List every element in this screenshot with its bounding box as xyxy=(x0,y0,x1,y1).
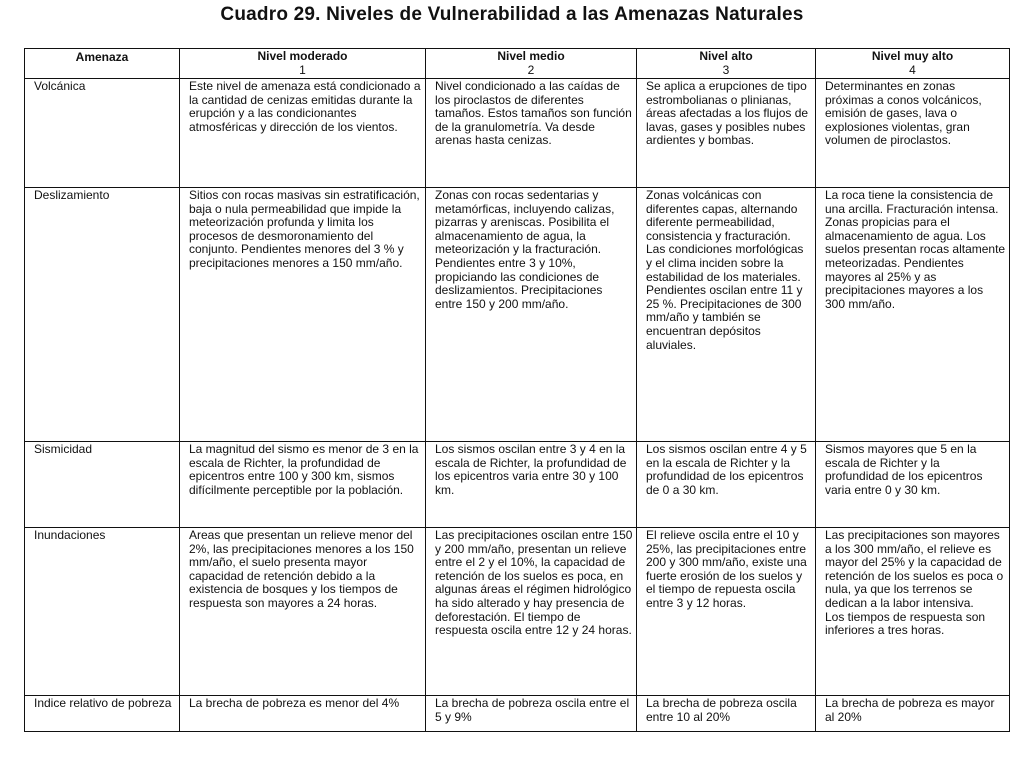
table-row-volcanica xyxy=(25,79,1010,188)
table-header-row xyxy=(25,49,1010,79)
header-label: Nivel alto xyxy=(699,49,753,63)
header-number: 3 xyxy=(722,62,730,77)
level-2-cell: La brecha de pobreza oscila entre el 5 y 9% xyxy=(426,696,637,732)
table-row-inundaciones xyxy=(25,528,1010,696)
header-nivel-alto xyxy=(637,49,816,79)
level-3-cell: La brecha de pobreza oscila entre 10 al 20% xyxy=(637,696,816,732)
level-2-cell: Nivel condicionado a las caídas de los piroclastos de diferentes tamaños. Estos tamaños son función de la granulometría. Va desde arenas hasta cenizas. xyxy=(426,79,637,188)
level-3-cell: Los sismos oscilan entre 4 y 5 en la escala de Richter y la profundidad de los epicentros de 0 a 30 km. xyxy=(637,442,816,528)
level-4-cell: Las precipitaciones son mayores a los 300 mm/año, el relieve es mayor del 25% y la capacidad de retención de los suelos es poca o nula, ya que los terrenos se dedican a la labor intensiva. Los tiempos de respuesta son inferiores a tres horas. xyxy=(816,528,1010,696)
header-amenaza xyxy=(25,49,180,79)
threat-cell: Inundaciones xyxy=(25,528,180,696)
header-label: Amenaza xyxy=(75,50,129,64)
level-4-cell: La roca tiene la consistencia de una arcilla. Fracturación intensa. Zonas propicias para el almacenamiento de agua. Los suelos presentan rocas altamente meteorizadas. Pendientes mayores al 25% y as precipitaciones mayores a los 300 mm/año. xyxy=(816,188,1010,442)
table-row-deslizamiento xyxy=(25,188,1010,442)
document-title: Cuadro 29. Niveles de Vulnerabilidad a las Amenazas Naturales xyxy=(220,4,804,25)
threat-cell: Indice relativo de pobreza xyxy=(25,696,180,732)
table-row-indice-pobreza xyxy=(25,696,1010,732)
level-1-cell: La magnitud del sismo es menor de 3 en la escala de Richter, la profundidad de epicentros entre 100 y 300 km, sismos difícilmente perceptible por la población. xyxy=(180,442,426,528)
header-label: Nivel muy alto xyxy=(871,49,954,63)
level-1-cell: La brecha de pobreza es menor del 4% xyxy=(180,696,426,732)
level-4-cell: Determinantes en zonas próximas a conos volcánicos, emisión de gases, lava o explosiones violentas, gran volumen de piroclastos. xyxy=(816,79,1010,188)
header-nivel-moderado xyxy=(180,49,426,79)
header-label: Nivel medio xyxy=(497,49,565,63)
vulnerability-table xyxy=(24,48,1010,732)
header-nivel-muy-alto xyxy=(816,49,1010,79)
threat-cell: Deslizamiento xyxy=(25,188,180,442)
threat-cell: Volcánica xyxy=(25,79,180,188)
level-2-cell: Los sismos oscilan entre 3 y 4 en la escala de Richter, la profundidad de los epicentros varia entre 30 y 100 km. xyxy=(426,442,637,528)
level-3-cell: Se aplica a erupciones de tipo estrombolianas o plinianas, áreas afectadas a los flujos de lavas, gases y posibles nubes ardientes y bombas. xyxy=(637,79,816,188)
header-nivel-medio xyxy=(426,49,637,79)
header-number: 4 xyxy=(909,62,916,77)
level-3-cell: El relieve oscila entre el 10 y 25%, las precipitaciones entre 200 y 300 mm/año, existe una fuerte erosión de los suelos y el tiempo de repuesta oscila entre 3 y 12 horas. xyxy=(637,528,816,696)
level-2-cell: Zonas con rocas sedentarias y metamórficas, incluyendo calizas, pizarras y areniscas. Posibilita el almacenamiento de agua, la meteorización y la fracturación. Pendientes entre 3 y 10%, propiciando las condiciones de deslizamientos. Precipitaciones entre 150 y 200 mm/año. xyxy=(426,188,637,442)
header-number: 2 xyxy=(527,62,535,77)
threat-cell: Sismicidad xyxy=(25,442,180,528)
header-label: Nivel moderado xyxy=(257,49,348,63)
header-number: 1 xyxy=(299,62,306,77)
level-1-cell: Este nivel de amenaza está condicionado a la cantidad de cenizas emitidas durante la erupción y a las condicionantes atmosféricas y dirección de los vientos. xyxy=(180,79,426,188)
level-1-cell: Sitios con rocas masivas sin estratificación, baja o nula permeabilidad que impide la meteorización profunda y limita los procesos de desmoronamiento del conjunto. Pendientes menores del 3 % y precipitaciones menores a 150 mm/año. xyxy=(180,188,426,442)
level-4-cell: Sismos mayores que 5 en la escala de Richter y la profundidad de los epicentros varia entre 0 y 30 km. xyxy=(816,442,1010,528)
level-4-cell: La brecha de pobreza es mayor al 20% xyxy=(816,696,1010,732)
table-row-sismicidad xyxy=(25,442,1010,528)
level-1-cell: Areas que presentan un relieve menor del 2%, las precipitaciones menores a los 150 mm/año, el suelo presenta mayor capacidad de retención debido a la existencia de bosques y los tiempos de respuesta son mayores a 24 horas. xyxy=(180,528,426,696)
level-3-cell: Zonas volcánicas con diferentes capas, alternando diferente permeabilidad, consistencia y fracturación. Las condiciones morfológicas y el clima inciden sobre la estabilidad de los materiales. Pendientes oscilan entre 11 y 25 %. Precipitaciones de 300 mm/año y también se encuentran depósitos aluviales. xyxy=(637,188,816,442)
level-2-cell: Las precipitaciones oscilan entre 150 y 200 mm/año, presentan un relieve entre el 2 y el 10%, la capacidad de retención de los suelos es poca, en algunas áreas el régimen hidrológico ha sido alterado y hay presencia de deforestación. El tiempo de respuesta oscila entre 12 y 24 horas. xyxy=(426,528,637,696)
